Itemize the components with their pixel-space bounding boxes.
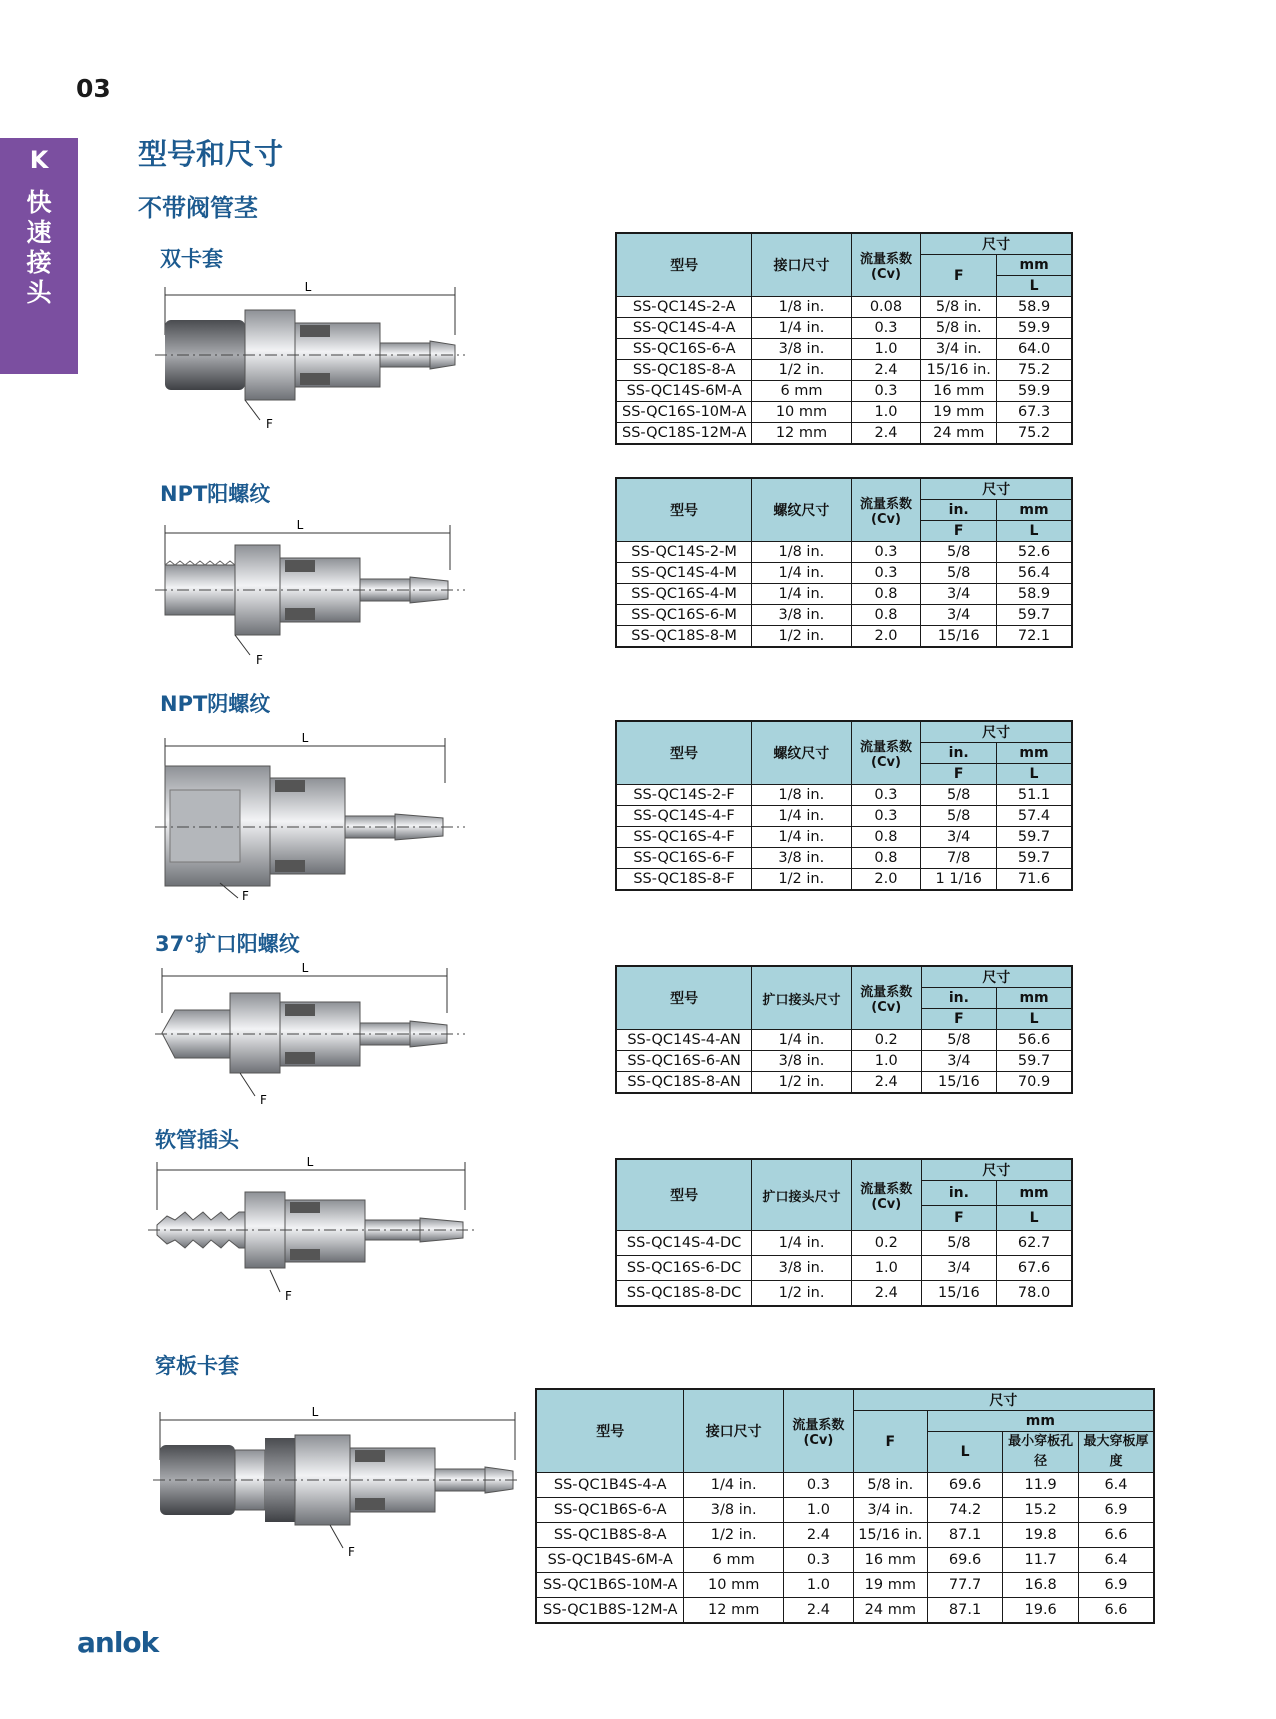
table-cell: 56.6 bbox=[997, 1030, 1072, 1051]
table-cell: 6 mm bbox=[752, 381, 851, 402]
table-cell: 0.08 bbox=[851, 297, 921, 318]
table-cell: 1/8 in. bbox=[752, 542, 851, 563]
table-cell: 15.2 bbox=[1003, 1498, 1079, 1523]
section-heading-hose-barb: 软管插头 bbox=[155, 1128, 239, 1152]
col-l: L bbox=[997, 521, 1073, 542]
dim-l-label: L bbox=[301, 731, 309, 745]
table-cell: SS-QC18S-8-DC bbox=[616, 1281, 752, 1307]
section-heading-bulkhead: 穿板卡套 bbox=[155, 1354, 239, 1378]
col-min-hole: 最小穿板孔径 bbox=[1003, 1432, 1079, 1473]
drawing-hose-barb bbox=[145, 1150, 480, 1310]
table-cell: 3/8 in. bbox=[752, 605, 851, 626]
table-cell: 2.4 bbox=[851, 1072, 921, 1094]
table-cell: 3/4 bbox=[921, 1256, 996, 1281]
table-cell: 57.4 bbox=[997, 806, 1072, 827]
table-cell: 59.9 bbox=[997, 381, 1072, 402]
table-cell: 16 mm bbox=[853, 1548, 927, 1573]
table-cell: SS-QC18S-8-A bbox=[616, 360, 752, 381]
col-l: L bbox=[997, 1206, 1072, 1231]
table-cell: 0.3 bbox=[851, 381, 921, 402]
table-row bbox=[616, 1072, 1072, 1094]
table-cell: 24 mm bbox=[853, 1598, 927, 1624]
table-cell: SS-QC1B6S-10M-A bbox=[536, 1573, 684, 1598]
table-cell: 0.3 bbox=[851, 785, 921, 806]
table-row bbox=[616, 1281, 1072, 1307]
spec-table-hose-barb bbox=[615, 1158, 1073, 1307]
table-cell: 0.2 bbox=[851, 1231, 921, 1256]
section-heading-37-flare: 37°扩口阳螺纹 bbox=[155, 932, 300, 956]
dim-l-label: L bbox=[301, 961, 309, 975]
table-cell: 1/4 in. bbox=[684, 1473, 784, 1498]
drawing-double-ferrule bbox=[150, 275, 470, 430]
table-cell: 77.7 bbox=[927, 1573, 1003, 1598]
col-l: L bbox=[997, 764, 1072, 785]
table-cell: 5/8 bbox=[921, 806, 997, 827]
table-cell: SS-QC18S-12M-A bbox=[616, 423, 752, 445]
col-size: 接口尺寸 bbox=[752, 233, 851, 297]
table-cell: 2.4 bbox=[851, 423, 921, 445]
table-cell: 6.4 bbox=[1078, 1548, 1154, 1573]
table-cell: SS-QC14S-4-AN bbox=[616, 1030, 752, 1051]
table-cell: 56.4 bbox=[997, 563, 1073, 584]
table-row bbox=[616, 318, 1072, 339]
col-cv: 流量系数 (Cv) bbox=[851, 233, 921, 297]
table-cell: SS-QC14S-2-A bbox=[616, 297, 752, 318]
table-cell: 78.0 bbox=[997, 1281, 1072, 1307]
col-size: 螺纹尺寸 bbox=[752, 721, 851, 785]
table-cell: 1/4 in. bbox=[752, 806, 851, 827]
table-cell: 0.3 bbox=[851, 318, 921, 339]
col-dims: 尺寸 bbox=[921, 478, 1072, 500]
table-cell: 87.1 bbox=[927, 1598, 1003, 1624]
col-size: 扩口接头尺寸 bbox=[752, 1159, 852, 1231]
table-cell: 19 mm bbox=[853, 1573, 927, 1598]
col-unit: mm bbox=[927, 1411, 1154, 1432]
table-cell: SS-QC14S-4-M bbox=[616, 563, 752, 584]
col-size: 扩口接头尺寸 bbox=[752, 966, 852, 1030]
table-cell: 3/4 in. bbox=[921, 339, 997, 360]
table-cell: 1/8 in. bbox=[752, 785, 851, 806]
table-cell: 51.1 bbox=[997, 785, 1072, 806]
table-cell: 10 mm bbox=[752, 402, 851, 423]
table-cell: SS-QC1B6S-6-A bbox=[536, 1498, 684, 1523]
table-cell: 1/4 in. bbox=[752, 1030, 852, 1051]
col-dims: 尺寸 bbox=[921, 233, 1072, 255]
table-cell: 72.1 bbox=[997, 626, 1073, 648]
spec-table-double-ferrule bbox=[615, 232, 1073, 445]
table-cell: SS-QC14S-2-F bbox=[616, 785, 752, 806]
table-row bbox=[616, 869, 1072, 891]
table-cell: 3/8 in. bbox=[752, 1051, 852, 1072]
drawing-npt-female bbox=[150, 728, 470, 903]
col-cv: 流量系数 (Cv) bbox=[851, 966, 921, 1030]
table-cell: 71.6 bbox=[997, 869, 1072, 891]
dim-f-label: F bbox=[266, 417, 273, 430]
table-row bbox=[536, 1548, 1154, 1573]
table-cell: 15/16 bbox=[921, 1072, 996, 1094]
col-f: F bbox=[921, 1206, 996, 1231]
table-cell: 52.6 bbox=[997, 542, 1073, 563]
table-row bbox=[536, 1573, 1154, 1598]
table-cell: 1.0 bbox=[783, 1498, 853, 1523]
col-max-thickness: 最大穿板厚度 bbox=[1078, 1432, 1154, 1473]
table-row bbox=[616, 584, 1072, 605]
side-tab-char: 速 bbox=[26, 218, 52, 247]
table-cell: 19.8 bbox=[1003, 1523, 1079, 1548]
spec-table-37-flare bbox=[615, 965, 1073, 1094]
col-dims: 尺寸 bbox=[921, 1159, 1072, 1181]
table-cell: 12 mm bbox=[684, 1598, 784, 1624]
table-cell: 6.4 bbox=[1078, 1473, 1154, 1498]
dim-f-label: F bbox=[285, 1289, 292, 1303]
table-row bbox=[616, 785, 1072, 806]
table-cell: 5/8 in. bbox=[921, 318, 997, 339]
table-cell: 6.6 bbox=[1078, 1523, 1154, 1548]
table-cell: 2.4 bbox=[851, 1281, 921, 1307]
table-cell: 1/4 in. bbox=[752, 827, 851, 848]
col-f: F bbox=[921, 1009, 996, 1030]
table-cell: 15/16 bbox=[921, 1281, 996, 1307]
table-cell: 1/4 in. bbox=[752, 584, 851, 605]
table-cell: 69.6 bbox=[927, 1548, 1003, 1573]
dim-f-label: F bbox=[256, 653, 263, 667]
table-cell: 24 mm bbox=[921, 423, 997, 445]
table-cell: 16.8 bbox=[1003, 1573, 1079, 1598]
table-cell: 0.2 bbox=[851, 1030, 921, 1051]
table-row bbox=[616, 542, 1072, 563]
table-cell: 75.2 bbox=[997, 423, 1072, 445]
table-cell: 75.2 bbox=[997, 360, 1072, 381]
col-f: F bbox=[921, 521, 997, 542]
table-cell: 1.0 bbox=[851, 339, 921, 360]
page-title: 型号和尺寸 bbox=[138, 137, 284, 171]
table-cell: 0.3 bbox=[783, 1473, 853, 1498]
table-cell: 67.6 bbox=[997, 1256, 1072, 1281]
col-f: F bbox=[921, 764, 997, 785]
table-cell: 5/8 bbox=[921, 563, 997, 584]
table-cell: 16 mm bbox=[921, 381, 997, 402]
col-dims: 尺寸 bbox=[921, 966, 1072, 988]
table-cell: 6 mm bbox=[684, 1548, 784, 1573]
table-cell: 74.2 bbox=[927, 1498, 1003, 1523]
table-cell: 59.7 bbox=[997, 605, 1073, 626]
col-dims: 尺寸 bbox=[853, 1389, 1154, 1411]
table-cell: 0.3 bbox=[783, 1548, 853, 1573]
table-cell: SS-QC1B4S-6M-A bbox=[536, 1548, 684, 1573]
table-cell: SS-QC16S-6-F bbox=[616, 848, 752, 869]
side-tab bbox=[0, 138, 78, 374]
table-cell: 0.8 bbox=[851, 605, 921, 626]
col-model: 型号 bbox=[616, 233, 752, 297]
table-row bbox=[536, 1523, 1154, 1548]
table-row bbox=[616, 402, 1072, 423]
table-cell: 3/4 bbox=[921, 1051, 996, 1072]
table-cell: 3/4 bbox=[921, 827, 997, 848]
table-cell: SS-QC1B8S-8-A bbox=[536, 1523, 684, 1548]
table-cell: 6.6 bbox=[1078, 1598, 1154, 1624]
table-cell: 15/16 in. bbox=[853, 1523, 927, 1548]
table-cell: SS-QC16S-6-M bbox=[616, 605, 752, 626]
table-row bbox=[616, 563, 1072, 584]
col-cv: 流量系数 (Cv) bbox=[851, 478, 921, 542]
col-in: in. bbox=[921, 1181, 996, 1206]
col-l: L bbox=[997, 1009, 1072, 1030]
table-row bbox=[536, 1498, 1154, 1523]
spec-table-npt-female bbox=[615, 720, 1073, 891]
table-cell: 59.7 bbox=[997, 848, 1072, 869]
table-cell: 59.7 bbox=[997, 1051, 1072, 1072]
dim-l-label: L bbox=[304, 280, 312, 294]
col-unit: mm bbox=[997, 500, 1073, 521]
col-f: F bbox=[853, 1411, 927, 1473]
table-row bbox=[616, 1231, 1072, 1256]
table-cell: 58.9 bbox=[997, 297, 1072, 318]
table-cell: 87.1 bbox=[927, 1523, 1003, 1548]
table-cell: 5/8 in. bbox=[853, 1473, 927, 1498]
table-cell: 2.4 bbox=[851, 360, 921, 381]
table-cell: 5/8 bbox=[921, 785, 997, 806]
table-cell: 58.9 bbox=[997, 584, 1073, 605]
col-size: 接口尺寸 bbox=[684, 1389, 784, 1473]
drawing-37-flare bbox=[150, 958, 470, 1113]
table-cell: 0.8 bbox=[851, 848, 921, 869]
table-cell: 0.3 bbox=[851, 806, 921, 827]
side-tab-label bbox=[0, 188, 78, 308]
table-cell: SS-QC18S-8-F bbox=[616, 869, 752, 891]
table-row bbox=[616, 360, 1072, 381]
table-cell: 1/2 in. bbox=[684, 1523, 784, 1548]
col-unit: mm bbox=[997, 1181, 1072, 1206]
table-row bbox=[616, 605, 1072, 626]
table-cell: SS-QC18S-8-M bbox=[616, 626, 752, 648]
table-cell: 1.0 bbox=[851, 402, 921, 423]
dim-l-label: L bbox=[306, 1155, 314, 1169]
table-cell: 19.6 bbox=[1003, 1598, 1079, 1624]
table-cell: 1/2 in. bbox=[752, 1281, 852, 1307]
col-size: 螺纹尺寸 bbox=[752, 478, 851, 542]
col-l: L bbox=[997, 276, 1072, 297]
table-cell: 6.9 bbox=[1078, 1498, 1154, 1523]
table-cell: SS-QC16S-6-DC bbox=[616, 1256, 752, 1281]
table-cell: 1/2 in. bbox=[752, 1072, 852, 1094]
table-row bbox=[616, 806, 1072, 827]
table-cell: 11.7 bbox=[1003, 1548, 1079, 1573]
col-f: F bbox=[921, 255, 997, 297]
col-l: L bbox=[927, 1432, 1003, 1473]
col-model: 型号 bbox=[616, 721, 752, 785]
table-cell: 10 mm bbox=[684, 1573, 784, 1598]
col-in: in. bbox=[921, 743, 997, 764]
table-cell: 3/8 in. bbox=[752, 339, 851, 360]
table-cell: 70.9 bbox=[997, 1072, 1072, 1094]
table-cell: 11.9 bbox=[1003, 1473, 1079, 1498]
table-cell: 1.0 bbox=[783, 1573, 853, 1598]
table-cell: 2.4 bbox=[783, 1523, 853, 1548]
table-cell: 3/4 bbox=[921, 605, 997, 626]
table-row bbox=[616, 339, 1072, 360]
dim-l-label: L bbox=[296, 518, 304, 532]
table-cell: 1 1/16 bbox=[921, 869, 997, 891]
table-cell: 3/4 in. bbox=[853, 1498, 927, 1523]
table-cell: 1/4 in. bbox=[752, 563, 851, 584]
table-row bbox=[616, 1051, 1072, 1072]
table-cell: 1/2 in. bbox=[752, 360, 851, 381]
table-row bbox=[616, 381, 1072, 402]
table-cell: SS-QC16S-4-M bbox=[616, 584, 752, 605]
side-tab-char: 快 bbox=[26, 188, 52, 217]
col-cv: 流量系数 (Cv) bbox=[851, 721, 921, 785]
table-cell: 69.6 bbox=[927, 1473, 1003, 1498]
spec-table-npt-male bbox=[615, 477, 1073, 648]
table-cell: 6.9 bbox=[1078, 1573, 1154, 1598]
col-dims: 尺寸 bbox=[921, 721, 1072, 743]
table-cell: 0.8 bbox=[851, 584, 921, 605]
table-cell: 12 mm bbox=[752, 423, 851, 445]
table-row bbox=[616, 1030, 1072, 1051]
table-cell: SS-QC16S-4-F bbox=[616, 827, 752, 848]
dim-f-label: F bbox=[260, 1093, 267, 1107]
spec-table-bulkhead bbox=[535, 1388, 1155, 1624]
dim-l-label: L bbox=[311, 1405, 319, 1419]
table-cell: 1/8 in. bbox=[752, 297, 851, 318]
table-cell: 67.3 bbox=[997, 402, 1072, 423]
table-row bbox=[616, 848, 1072, 869]
table-cell: 3/8 in. bbox=[684, 1498, 784, 1523]
table-cell: SS-QC16S-6-A bbox=[616, 339, 752, 360]
table-cell: 1/4 in. bbox=[752, 1231, 852, 1256]
table-cell: SS-QC16S-6-AN bbox=[616, 1051, 752, 1072]
side-tab-letter: K bbox=[29, 146, 49, 174]
table-cell: 15/16 in. bbox=[921, 360, 997, 381]
table-cell: SS-QC1B4S-4-A bbox=[536, 1473, 684, 1498]
table-cell: 15/16 bbox=[921, 626, 997, 648]
table-cell: 5/8 bbox=[921, 542, 997, 563]
col-in: in. bbox=[921, 500, 997, 521]
table-cell: 1.0 bbox=[851, 1051, 921, 1072]
brand-logo: anlok bbox=[77, 1626, 159, 1659]
table-cell: 7/8 bbox=[921, 848, 997, 869]
table-cell: 3/4 bbox=[921, 584, 997, 605]
table-cell: SS-QC14S-4-F bbox=[616, 806, 752, 827]
table-cell: 1/4 in. bbox=[752, 318, 851, 339]
table-row bbox=[616, 1256, 1072, 1281]
col-in: in. bbox=[921, 988, 996, 1009]
col-unit: mm bbox=[997, 743, 1072, 764]
table-cell: 5/8 in. bbox=[921, 297, 997, 318]
table-cell: 1/2 in. bbox=[752, 626, 851, 648]
side-tab-char: 头 bbox=[26, 278, 52, 307]
table-cell: 5/8 bbox=[921, 1030, 996, 1051]
dim-f-label: F bbox=[348, 1545, 355, 1559]
table-cell: 3/8 in. bbox=[752, 1256, 852, 1281]
table-cell: SS-QC14S-4-A bbox=[616, 318, 752, 339]
table-cell: 2.4 bbox=[783, 1598, 853, 1624]
table-row bbox=[536, 1598, 1154, 1624]
table-cell: 62.7 bbox=[997, 1231, 1072, 1256]
table-cell: 59.7 bbox=[997, 827, 1072, 848]
table-cell: 2.0 bbox=[851, 626, 921, 648]
table-cell: 1/2 in. bbox=[752, 869, 851, 891]
col-cv: 流量系数 (Cv) bbox=[783, 1389, 853, 1473]
table-cell: 0.8 bbox=[851, 827, 921, 848]
side-tab-char: 接 bbox=[26, 248, 52, 277]
section-heading-npt-male: NPT阳螺纹 bbox=[160, 482, 271, 506]
col-model: 型号 bbox=[616, 966, 752, 1030]
col-model: 型号 bbox=[536, 1389, 684, 1473]
dim-f-label: F bbox=[242, 889, 249, 903]
table-row bbox=[536, 1473, 1154, 1498]
table-cell: SS-QC14S-6M-A bbox=[616, 381, 752, 402]
table-cell: 19 mm bbox=[921, 402, 997, 423]
table-row bbox=[616, 827, 1072, 848]
table-row bbox=[616, 297, 1072, 318]
table-cell: 0.3 bbox=[851, 542, 921, 563]
table-cell: 0.3 bbox=[851, 563, 921, 584]
table-cell: 64.0 bbox=[997, 339, 1072, 360]
table-cell: SS-QC1B8S-12M-A bbox=[536, 1598, 684, 1624]
section-heading-double-ferrule: 双卡套 bbox=[160, 247, 223, 271]
col-model: 型号 bbox=[616, 1159, 752, 1231]
table-cell: 3/8 in. bbox=[752, 848, 851, 869]
col-model: 型号 bbox=[616, 478, 752, 542]
table-cell: 2.0 bbox=[851, 869, 921, 891]
table-cell: SS-QC14S-2-M bbox=[616, 542, 752, 563]
table-cell: 1.0 bbox=[851, 1256, 921, 1281]
col-unit: mm bbox=[997, 255, 1072, 276]
table-cell: SS-QC16S-10M-A bbox=[616, 402, 752, 423]
page-subtitle: 不带阀管茎 bbox=[138, 194, 258, 222]
drawing-bulkhead bbox=[150, 1400, 520, 1565]
table-cell: 5/8 bbox=[921, 1231, 996, 1256]
col-unit: mm bbox=[997, 988, 1072, 1009]
table-row bbox=[616, 626, 1072, 648]
table-cell: 59.9 bbox=[997, 318, 1072, 339]
page-number: 03 bbox=[76, 74, 111, 103]
table-cell: SS-QC14S-4-DC bbox=[616, 1231, 752, 1256]
drawing-npt-male bbox=[150, 515, 470, 670]
table-cell: SS-QC18S-8-AN bbox=[616, 1072, 752, 1094]
col-cv: 流量系数 (Cv) bbox=[851, 1159, 921, 1231]
table-row bbox=[616, 423, 1072, 445]
section-heading-npt-female: NPT阴螺纹 bbox=[160, 692, 271, 716]
